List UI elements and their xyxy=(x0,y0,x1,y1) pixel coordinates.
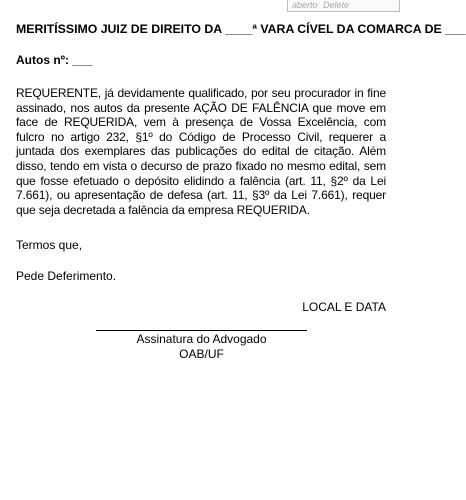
toolbar-item-aberto[interactable]: aberto xyxy=(292,0,318,10)
signature-line xyxy=(96,330,307,331)
pede-deferimento: Pede Deferimento. xyxy=(16,269,117,284)
toolbar-item-delete[interactable]: Delete xyxy=(323,0,350,10)
autos-number: Autos nº: ___ xyxy=(16,53,93,67)
local-e-data: LOCAL E DATA xyxy=(302,300,386,315)
signature-name: Assinatura do Advogado xyxy=(136,332,267,346)
termos-que: Termos que, xyxy=(16,238,83,253)
document-heading: MERITÍSSIMO JUIZ DE DIREITO DA ____ª VARA CÍVEL DA COMARCA DE ___ xyxy=(16,22,466,36)
document-page xyxy=(16,22,466,315)
document-body: REQUERENTE, já devidamente qualificado, por seu procurador in fine assinado, nos autos da presente AÇÃO DE FALÊNCIA que move em face de REQUERIDA, vem à presença de Vossa Excelência, com fulcro no artigo 232, §1º do Código de Processo Civil, requerer a juntada dos exemplares das publicações do edital de citação. Além disso, tendo em vista o decurso de prazo fixado no mesmo edital, sem que fosse efetuado o depósito elidindo a falência (art. 11, §2º da Lei 7.661), ou apresentação de defesa (art. 11, §3º da Lei 7.661), requer que seja decretada a falência da empresa REQUERIDA. xyxy=(16,86,386,217)
signature-block xyxy=(96,330,307,362)
signature-oab: OAB/UF xyxy=(179,347,224,361)
top-toolbar-fragment xyxy=(287,0,400,12)
